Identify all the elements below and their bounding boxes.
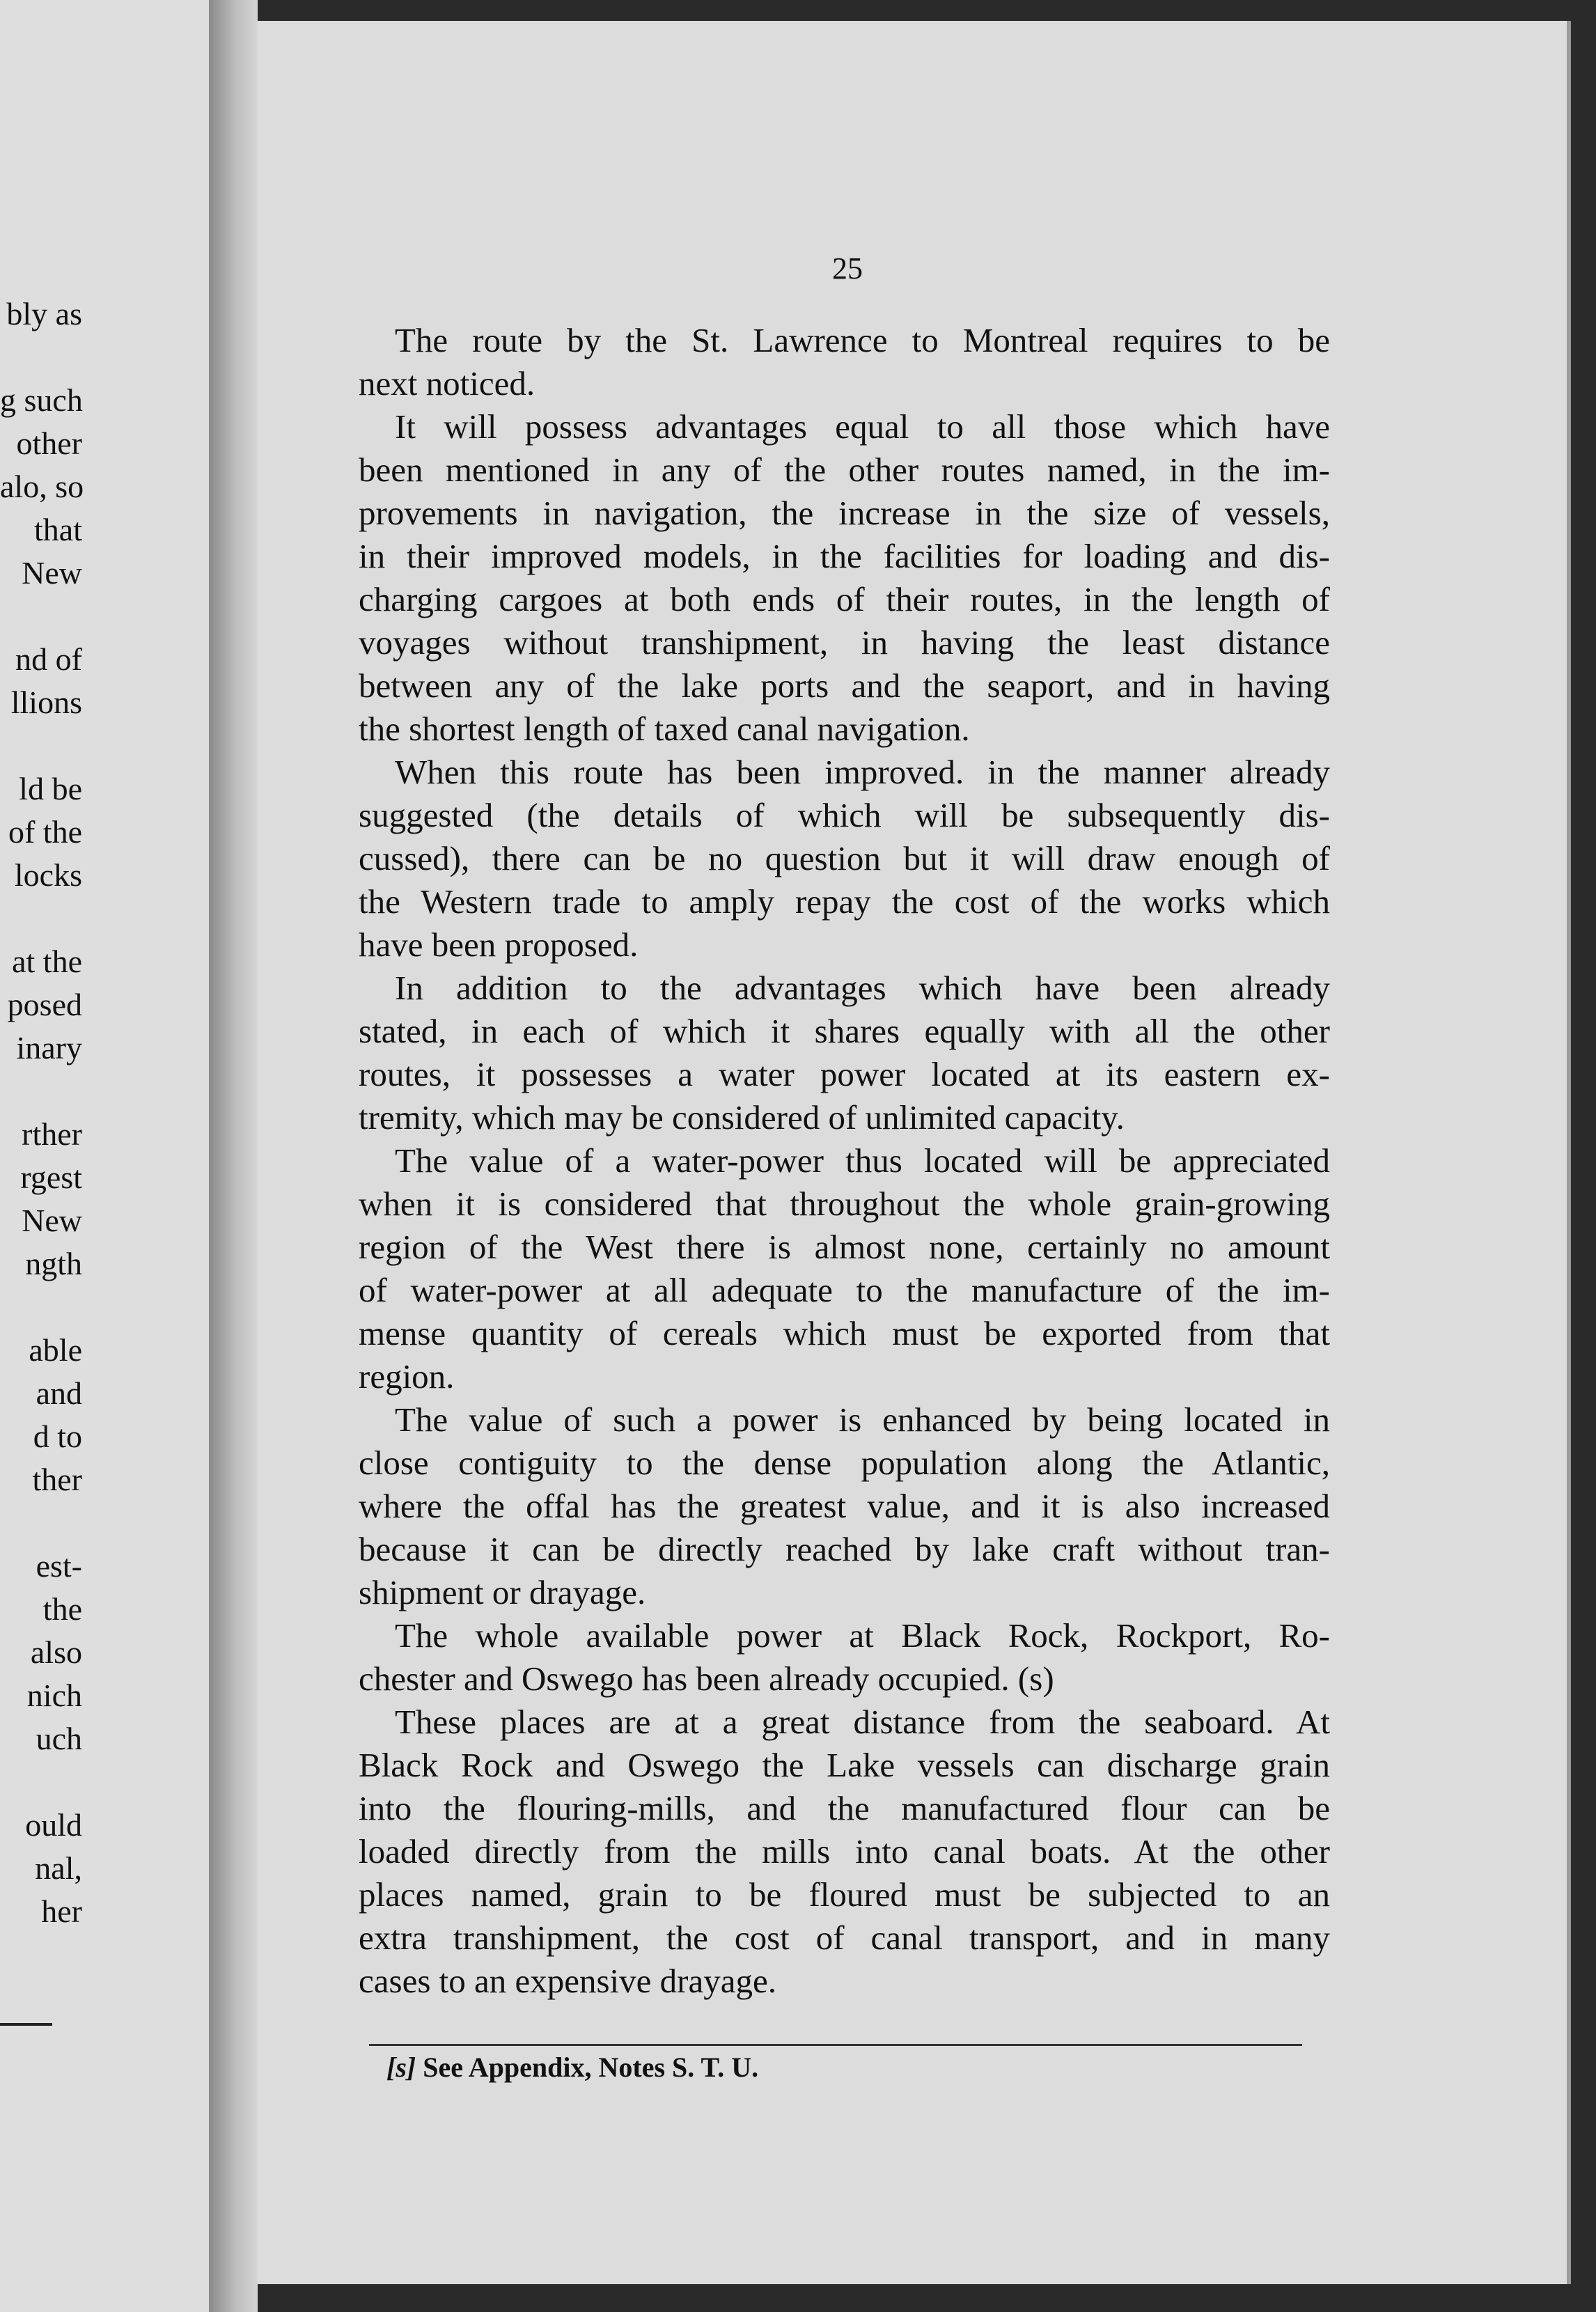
text-line: It will possess advantages equal to all those which have <box>395 407 1330 446</box>
left-page-edge <box>0 0 209 2312</box>
text-line: places named, grain to be floured must be subjected to an <box>359 1875 1330 1914</box>
text-line: where the offal has the greatest value, and it is also increased <box>359 1487 1330 1525</box>
left-fragment-line: and <box>36 1375 82 1411</box>
left-fragment-line: ther <box>32 1462 82 1497</box>
left-fragment-line: ould <box>25 1807 82 1843</box>
text-line: loaded directly from the mills into canal boats. At the other <box>359 1832 1330 1870</box>
paragraph <box>359 751 1330 967</box>
page-number: 25 <box>832 251 863 286</box>
text-line: in their improved models, in the facilities for loading and dis- <box>359 537 1330 575</box>
text-line: when it is considered that throughout the whole grain-growing <box>359 1185 1330 1223</box>
left-fragment-line: rgest <box>20 1159 82 1195</box>
left-fragment-line: posed <box>7 987 82 1022</box>
paragraph <box>359 1701 1330 2003</box>
left-fragment-line: d to <box>33 1419 82 1454</box>
left-fragment-line: New <box>22 1203 82 1238</box>
left-fragment-line <box>0 336 82 379</box>
text-line: The whole available power at Black Rock, Rockport, Ro- <box>395 1616 1330 1655</box>
text-line: close contiguity to the dense population along the Atlantic, <box>359 1444 1330 1482</box>
text-line: Black Rock and Oswego the Lake vessels can discharge grain <box>359 1746 1330 1784</box>
footnote-mark: [s] <box>386 2052 416 2083</box>
left-fragment-line: also <box>30 1634 82 1670</box>
text-line: into the flouring-mills, and the manufactured flour can be <box>359 1789 1330 1827</box>
left-fragment-line: inary <box>16 1030 82 1065</box>
left-fragment-line: New <box>22 555 82 591</box>
text-line: tremity, which may be considered of unlimited capacity. <box>359 1098 1125 1137</box>
text-line: shipment or drayage. <box>359 1573 646 1611</box>
left-fragment-line <box>0 1070 82 1113</box>
text-line: In addition to the advantages which have been already <box>395 969 1330 1007</box>
page-body <box>359 319 1330 2003</box>
text-line: the Western trade to amply repay the cost of the works which <box>359 882 1330 921</box>
text-line: routes, it possesses a water power located at its eastern ex- <box>359 1055 1330 1093</box>
text-line: provements in navigation, the increase in the size of vessels, <box>359 494 1330 532</box>
left-fragment-line: est- <box>36 1548 82 1584</box>
paragraph <box>359 405 1330 751</box>
text-line: stated, in each of which it shares equally with all the other <box>359 1012 1330 1050</box>
left-fragment-line <box>0 1501 82 1545</box>
paragraph <box>359 1614 1330 1701</box>
text-line: The value of such a power is enhanced by being located in <box>395 1400 1330 1439</box>
left-fragment-line: able <box>29 1332 82 1368</box>
left-fragment-line: llions <box>10 685 82 720</box>
paragraph <box>359 1398 1330 1614</box>
text-line: region of the West there is almost none, certainly no amount <box>359 1228 1330 1266</box>
text-line: of water-power at all adequate to the manufacture of the im- <box>359 1271 1330 1309</box>
text-line: next noticed. <box>359 364 535 403</box>
left-fragment-line <box>0 1286 82 1329</box>
left-fragment-line <box>0 897 82 940</box>
left-fragment-line: locks <box>14 857 82 893</box>
text-line: between any of the lake ports and the seaport, and in having <box>359 666 1330 705</box>
left-fragment-line: uch <box>36 1721 82 1756</box>
left-fragment-line <box>0 724 82 767</box>
paragraph <box>359 319 1330 405</box>
left-fragment-line: of the <box>8 814 82 850</box>
book-gutter <box>209 0 258 2312</box>
paragraph <box>359 967 1330 1139</box>
text-line: mense quantity of cereals which must be exported from that <box>359 1314 1330 1352</box>
left-fragment-line: ld be <box>19 771 82 806</box>
text-line: These places are at a great distance from the seaboard. At <box>395 1703 1330 1741</box>
footnote-rule <box>369 2044 1302 2046</box>
text-line: charging cargoes at both ends of their routes, in the length of <box>359 580 1330 618</box>
left-fragment-line: bly as <box>6 296 82 331</box>
text-line: When this route has been improved. in the manner already <box>395 753 1330 791</box>
text-line: been mentioned in any of the other routes named, in the im- <box>359 451 1330 489</box>
left-fragment-line: ngth <box>25 1246 82 1281</box>
text-line: chester and Oswego has been already occupied. (s) <box>359 1659 1054 1698</box>
left-fragment-line: alo, so <box>0 469 84 504</box>
text-line: The route by the St. Lawrence to Montreal requires to be <box>395 321 1330 359</box>
left-fragment-line: other <box>16 425 82 461</box>
left-fragment-line: nich <box>26 1678 82 1713</box>
footnote-text: See Appendix, Notes S. T. U. <box>423 2052 759 2083</box>
left-fragment-line: her <box>41 1893 82 1929</box>
text-line: voyages without transhipment, in having the least distance <box>359 623 1330 662</box>
left-page-rule <box>0 2023 52 2026</box>
left-fragment-line: g such <box>0 382 83 418</box>
left-fragment-line <box>0 1760 82 1804</box>
text-line: cussed), there can be no question but it will draw enough of <box>359 839 1330 877</box>
left-fragment-line: the <box>42 1591 82 1627</box>
left-page-text-fragments <box>0 292 82 1933</box>
text-line: because it can be directly reached by lake craft without tran- <box>359 1530 1330 1568</box>
paragraph <box>359 1139 1330 1398</box>
text-line: have been proposed. <box>359 925 639 964</box>
left-fragment-line: at the <box>12 944 82 979</box>
footnote <box>386 2051 758 2084</box>
text-line: the shortest length of taxed canal navigation. <box>359 710 970 748</box>
left-fragment-line: nal, <box>35 1850 82 1886</box>
text-line: region. <box>359 1357 455 1396</box>
text-line: suggested (the details of which will be subsequently dis- <box>359 796 1330 834</box>
text-line: extra transhipment, the cost of canal transport, and in many <box>359 1919 1330 1957</box>
left-fragment-line: nd of <box>15 641 82 677</box>
text-line: The value of a water-power thus located will be appreciated <box>395 1141 1330 1180</box>
text-line: cases to an expensive drayage. <box>359 1962 776 2000</box>
left-fragment-line: that <box>34 512 82 547</box>
left-fragment-line <box>0 595 82 638</box>
left-fragment-line: rther <box>22 1116 82 1152</box>
